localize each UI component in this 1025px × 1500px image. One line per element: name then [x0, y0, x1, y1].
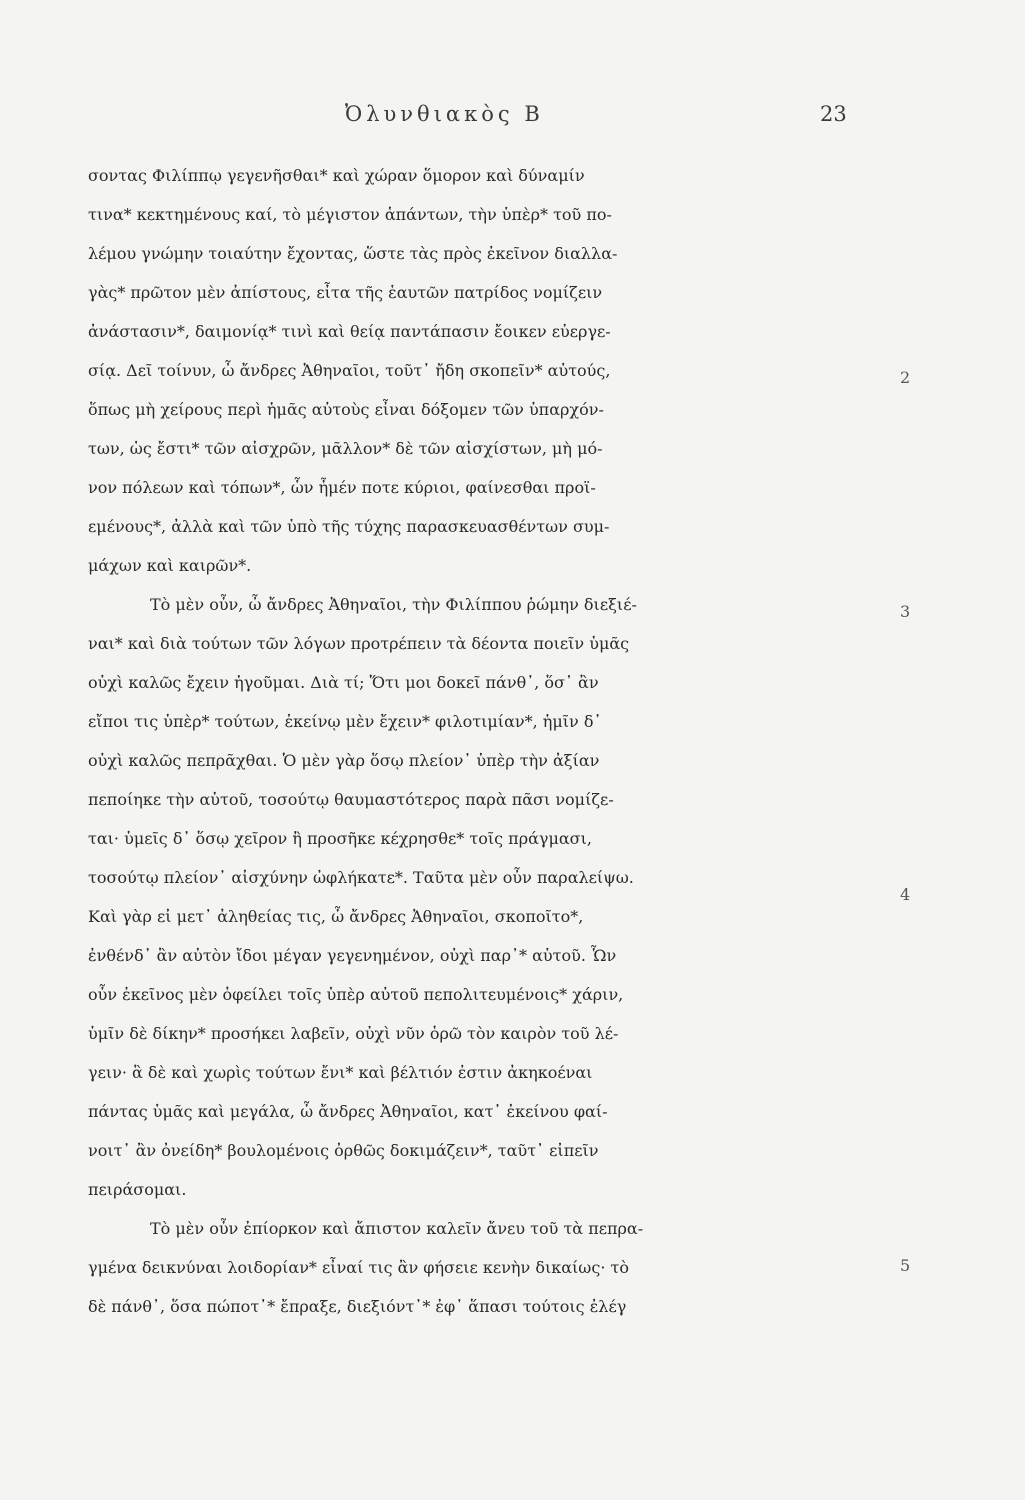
text-line: γειν· ἃ δὲ καὶ χωρὶς τούτων ἔνι* καὶ βέλτιόν ἐστιν ἀκηκοέναι — [88, 1063, 593, 1082]
text-line: εἴποι τις ὑπὲρ* τούτων, ἐκείνῳ μὲν ἔχειν* φιλοτιμίαν*, ἡμῖν δ᾽ — [88, 712, 602, 731]
text-line: ναι* καὶ διὰ τούτων τῶν λόγων προτρέπειν τὰ δέοντα ποιεῖν ὑμᾶς — [88, 634, 630, 653]
section-number: 4 — [900, 885, 911, 904]
section-number: 2 — [900, 368, 911, 387]
section-number: 3 — [900, 602, 911, 621]
text-line: δὲ πάνθ᾽, ὅσα πώποτ᾽* ἔπραξε, διεξιόντ᾽* ἐφ᾽ ἅπασι τούτοις ἐλέγ — [88, 1297, 627, 1316]
text-line: οὐχὶ καλῶς ἔχειν ἡγοῦμαι. Διὰ τί; Ὅτι μοι δοκεῖ πάνθ᾽, ὅσ᾽ ἂν — [88, 673, 599, 692]
text-line: τινα* κεκτημένους καί, τὸ μέγιστον ἁπάντων, τὴν ὑπὲρ* τοῦ πο- — [88, 205, 612, 224]
text-line: πάντας ὑμᾶς καὶ μεγάλα, ὦ ἄνδρες Ἀθηναῖοι, κατ᾽ ἐκείνου φαί- — [88, 1102, 608, 1121]
text-line: μάχων καὶ καιρῶν*. — [88, 556, 252, 575]
text-line: ται· ὑμεῖς δ᾽ ὅσῳ χεῖρον ἢ προσῆκε κέχρησθε* τοῖς πράγμασι, — [88, 829, 592, 848]
body-text — [88, 156, 898, 1326]
text-line: νοιτ᾽ ἂν ὀνείδη* βουλομένοις ὀρθῶς δοκιμάζειν*, ταῦτ᾽ εἰπεῖν — [88, 1141, 599, 1160]
text-line: οὖν ἐκεῖνος μὲν ὀφείλει τοῖς ὑπὲρ αὐτοῦ πεπολιτευμένοις* χάριν, — [88, 985, 624, 1004]
text-line: γμένα δεικνύναι λοιδορίαν* εἶναί τις ἂν φήσειε κενὴν δικαίως· τὸ — [88, 1258, 629, 1277]
page-header — [0, 96, 1025, 136]
text-line: των, ὡς ἔστι* τῶν αἰσχρῶν, μᾶλλον* δὲ τῶν αἰσχίστων, μὴ μό- — [88, 439, 603, 458]
text-line: εμένους*, ἀλλὰ καὶ τῶν ὑπὸ τῆς τύχης παρασκευασθέντων συμ- — [88, 517, 610, 536]
page-number: 23 — [820, 102, 847, 126]
text-line: λέμου γνώμην τοιαύτην ἔχοντας, ὥστε τὰς πρὸς ἐκεῖνον διαλλα- — [88, 244, 618, 263]
paragraph-start-line: Τὸ μὲν οὖν, ὦ ἄνδρες Ἀθηναῖοι, τὴν Φιλίππου ῥώμην διεξιέ- — [150, 595, 637, 614]
text-line: Καὶ γὰρ εἰ μετ᾽ ἀληθείας τις, ὦ ἄνδρες Ἀθηναῖοι, σκοποῖτο*, — [88, 907, 584, 926]
text-line: ὅπως μὴ χείρους περὶ ἡμᾶς αὐτοὺς εἶναι δόξομεν τῶν ὑπαρχόν- — [88, 400, 604, 419]
text-line: ἀνάστασιν*, δαιμονίᾳ* τινὶ καὶ θείᾳ παντάπασιν ἔοικεν εὐεργε- — [88, 322, 611, 341]
text-line: ἐνθένδ᾽ ἂν αὐτὸν ἴδοι μέγαν γεγενημένον, οὐχὶ παρ᾽* αὑτοῦ. Ὧν — [88, 946, 617, 965]
text-line: γὰς* πρῶτον μὲν ἀπίστους, εἶτα τῆς ἑαυτῶν πατρίδος νομίζειν — [88, 283, 603, 302]
running-title: Ὀλυνθιακὸς Β — [345, 102, 544, 126]
text-line: σίᾳ. Δεῖ τοίνυν, ὦ ἄνδρες Ἀθηναῖοι, τοῦτ᾽ ἤδη σκοπεῖν* αὐτούς, — [88, 361, 611, 380]
text-line: ὑμῖν δὲ δίκην* προσήκει λαβεῖν, οὐχὶ νῦν ὁρῶ τὸν καιρὸν τοῦ λέ- — [88, 1024, 619, 1043]
text-line: σοντας Φιλίππῳ γεγενῆσθαι* καὶ χώραν ὅμορον καὶ δύναμίν — [88, 166, 585, 185]
text-line: νον πόλεων καὶ τόπων*, ὧν ἦμέν ποτε κύριοι, φαίνεσθαι προϊ- — [88, 478, 596, 497]
text-line: οὐχὶ καλῶς πεπρᾶχθαι. Ὁ μὲν γὰρ ὅσῳ πλείον᾽ ὑπὲρ τὴν ἀξίαν — [88, 751, 600, 770]
text-line: τοσούτῳ πλείον᾽ αἰσχύνην ὠφλήκατε*. Ταῦτα μὲν οὖν παραλείψω. — [88, 868, 634, 887]
section-number: 5 — [900, 1256, 911, 1275]
text-line: πειράσομαι. — [88, 1180, 187, 1199]
paragraph-start-line: Τὸ μὲν οὖν ἐπίορκον καὶ ἄπιστον καλεῖν ἄνευ τοῦ τὰ πεπρα- — [150, 1219, 644, 1238]
text-line: πεποίηκε τὴν αὑτοῦ, τοσούτῳ θαυμαστότερος παρὰ πᾶσι νομίζε- — [88, 790, 614, 809]
